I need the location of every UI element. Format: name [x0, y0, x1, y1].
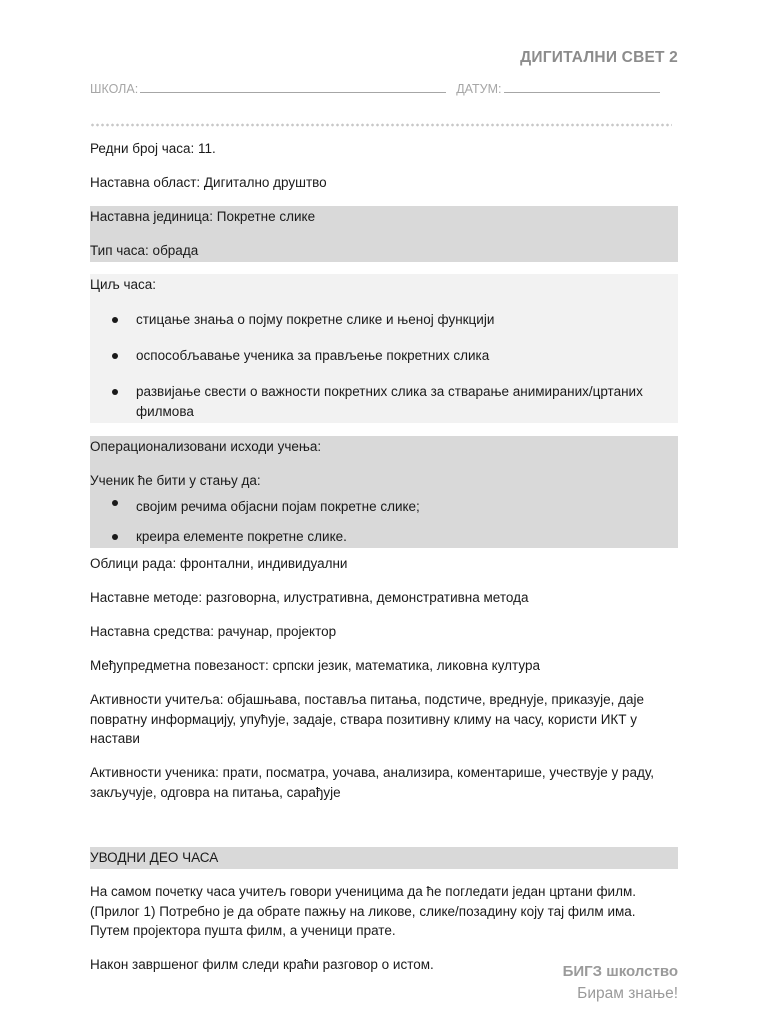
lesson-type: Тип часа: обрада — [90, 243, 199, 258]
teaching-methods: Наставне методе: разговорна, илустративна, демонстративна метода — [90, 590, 529, 605]
teacher-activities: Активности учитеља: објашњава, поставља питања, подстиче, вреднује, приказује, даје повратну информацију, упућује, задаје, ствара позитивну климу на часу, користи ИКТ у настави — [90, 692, 644, 746]
list-item — [90, 521, 678, 549]
goal-text: стицање знања о појму покретне слике и њеној функцији — [136, 312, 495, 327]
outcome-text: својим речима објасни појам покретне слике; — [136, 499, 420, 514]
outcomes-title: Операционализовани исходи учења: — [90, 438, 322, 454]
list-item — [90, 344, 678, 368]
document-page — [90, 0, 678, 1024]
goal-list — [90, 308, 678, 423]
unit-type-block — [90, 206, 678, 262]
dotted-divider — [90, 122, 672, 128]
outcomes-block — [90, 436, 678, 549]
bullet-icon — [112, 500, 118, 506]
lesson-content — [90, 138, 678, 976]
document-title: ДИГИТАЛНИ СВЕТ 2 — [520, 49, 678, 66]
list-item — [90, 380, 678, 423]
date-fill-line — [504, 80, 660, 93]
teaching-tools: Наставна средства: рачунар, пројектор — [90, 624, 337, 639]
list-item — [90, 491, 678, 521]
date-label: ДАТУМ: — [456, 82, 502, 96]
intro-paragraph: Након завршеног филм следи краћи разговор о истом. — [90, 957, 434, 972]
interdisciplinary: Међупредметна повезаност: српски језик, математика, ликовна култура — [90, 658, 540, 673]
outcomes-list — [90, 491, 678, 548]
bullet-icon — [112, 534, 118, 540]
list-item — [90, 308, 678, 332]
lesson-unit: Наставна јединица: Покретне слике — [90, 209, 316, 224]
intro-paragraph: На самом почетку часа учитељ говори ученицима да ће погледати један цртани филм. (Прилог 1) Потребно је да обрате пажњу на ликове, слике/позадину коју тај филм има. Путем пројектора пушта филм, а ученици прате. — [90, 884, 636, 938]
student-activities: Активности ученика: прати, посматра, уочава, анализира, коментарише, учествује у раду, закључује, одговра на питања, сарађује — [90, 765, 655, 800]
school-date-line — [90, 80, 678, 96]
work-forms: Облици рада: фронтални, индивидуални — [90, 556, 348, 571]
bullet-icon — [112, 317, 118, 323]
lesson-area: Наставна област: Дигитално друштво — [90, 175, 327, 190]
section-heading: УВОДНИ ДЕО ЧАСА — [90, 847, 678, 869]
goal-title: Циљ часа: — [90, 277, 157, 292]
goal-text: оспособљавање ученика за прављење покретних слика — [136, 348, 490, 363]
bullet-icon — [112, 389, 118, 395]
bullet-icon — [112, 353, 118, 359]
outcomes-intro: Ученик ће бити у стању да: — [90, 472, 261, 488]
goal-block — [90, 274, 678, 423]
footer-slogan: Бирам знање! — [577, 985, 678, 1002]
outcome-text: креира елементе покретне слике. — [136, 528, 347, 544]
school-label: ШКОЛА: — [90, 82, 139, 96]
school-fill-line — [140, 80, 446, 93]
goal-text: развијање свести о важности покретних слика за стварање анимираних/цртаних филмова — [136, 384, 643, 419]
footer-brand: БИГЗ школство — [562, 963, 678, 980]
lesson-number: Редни број часа: 11. — [90, 141, 216, 156]
